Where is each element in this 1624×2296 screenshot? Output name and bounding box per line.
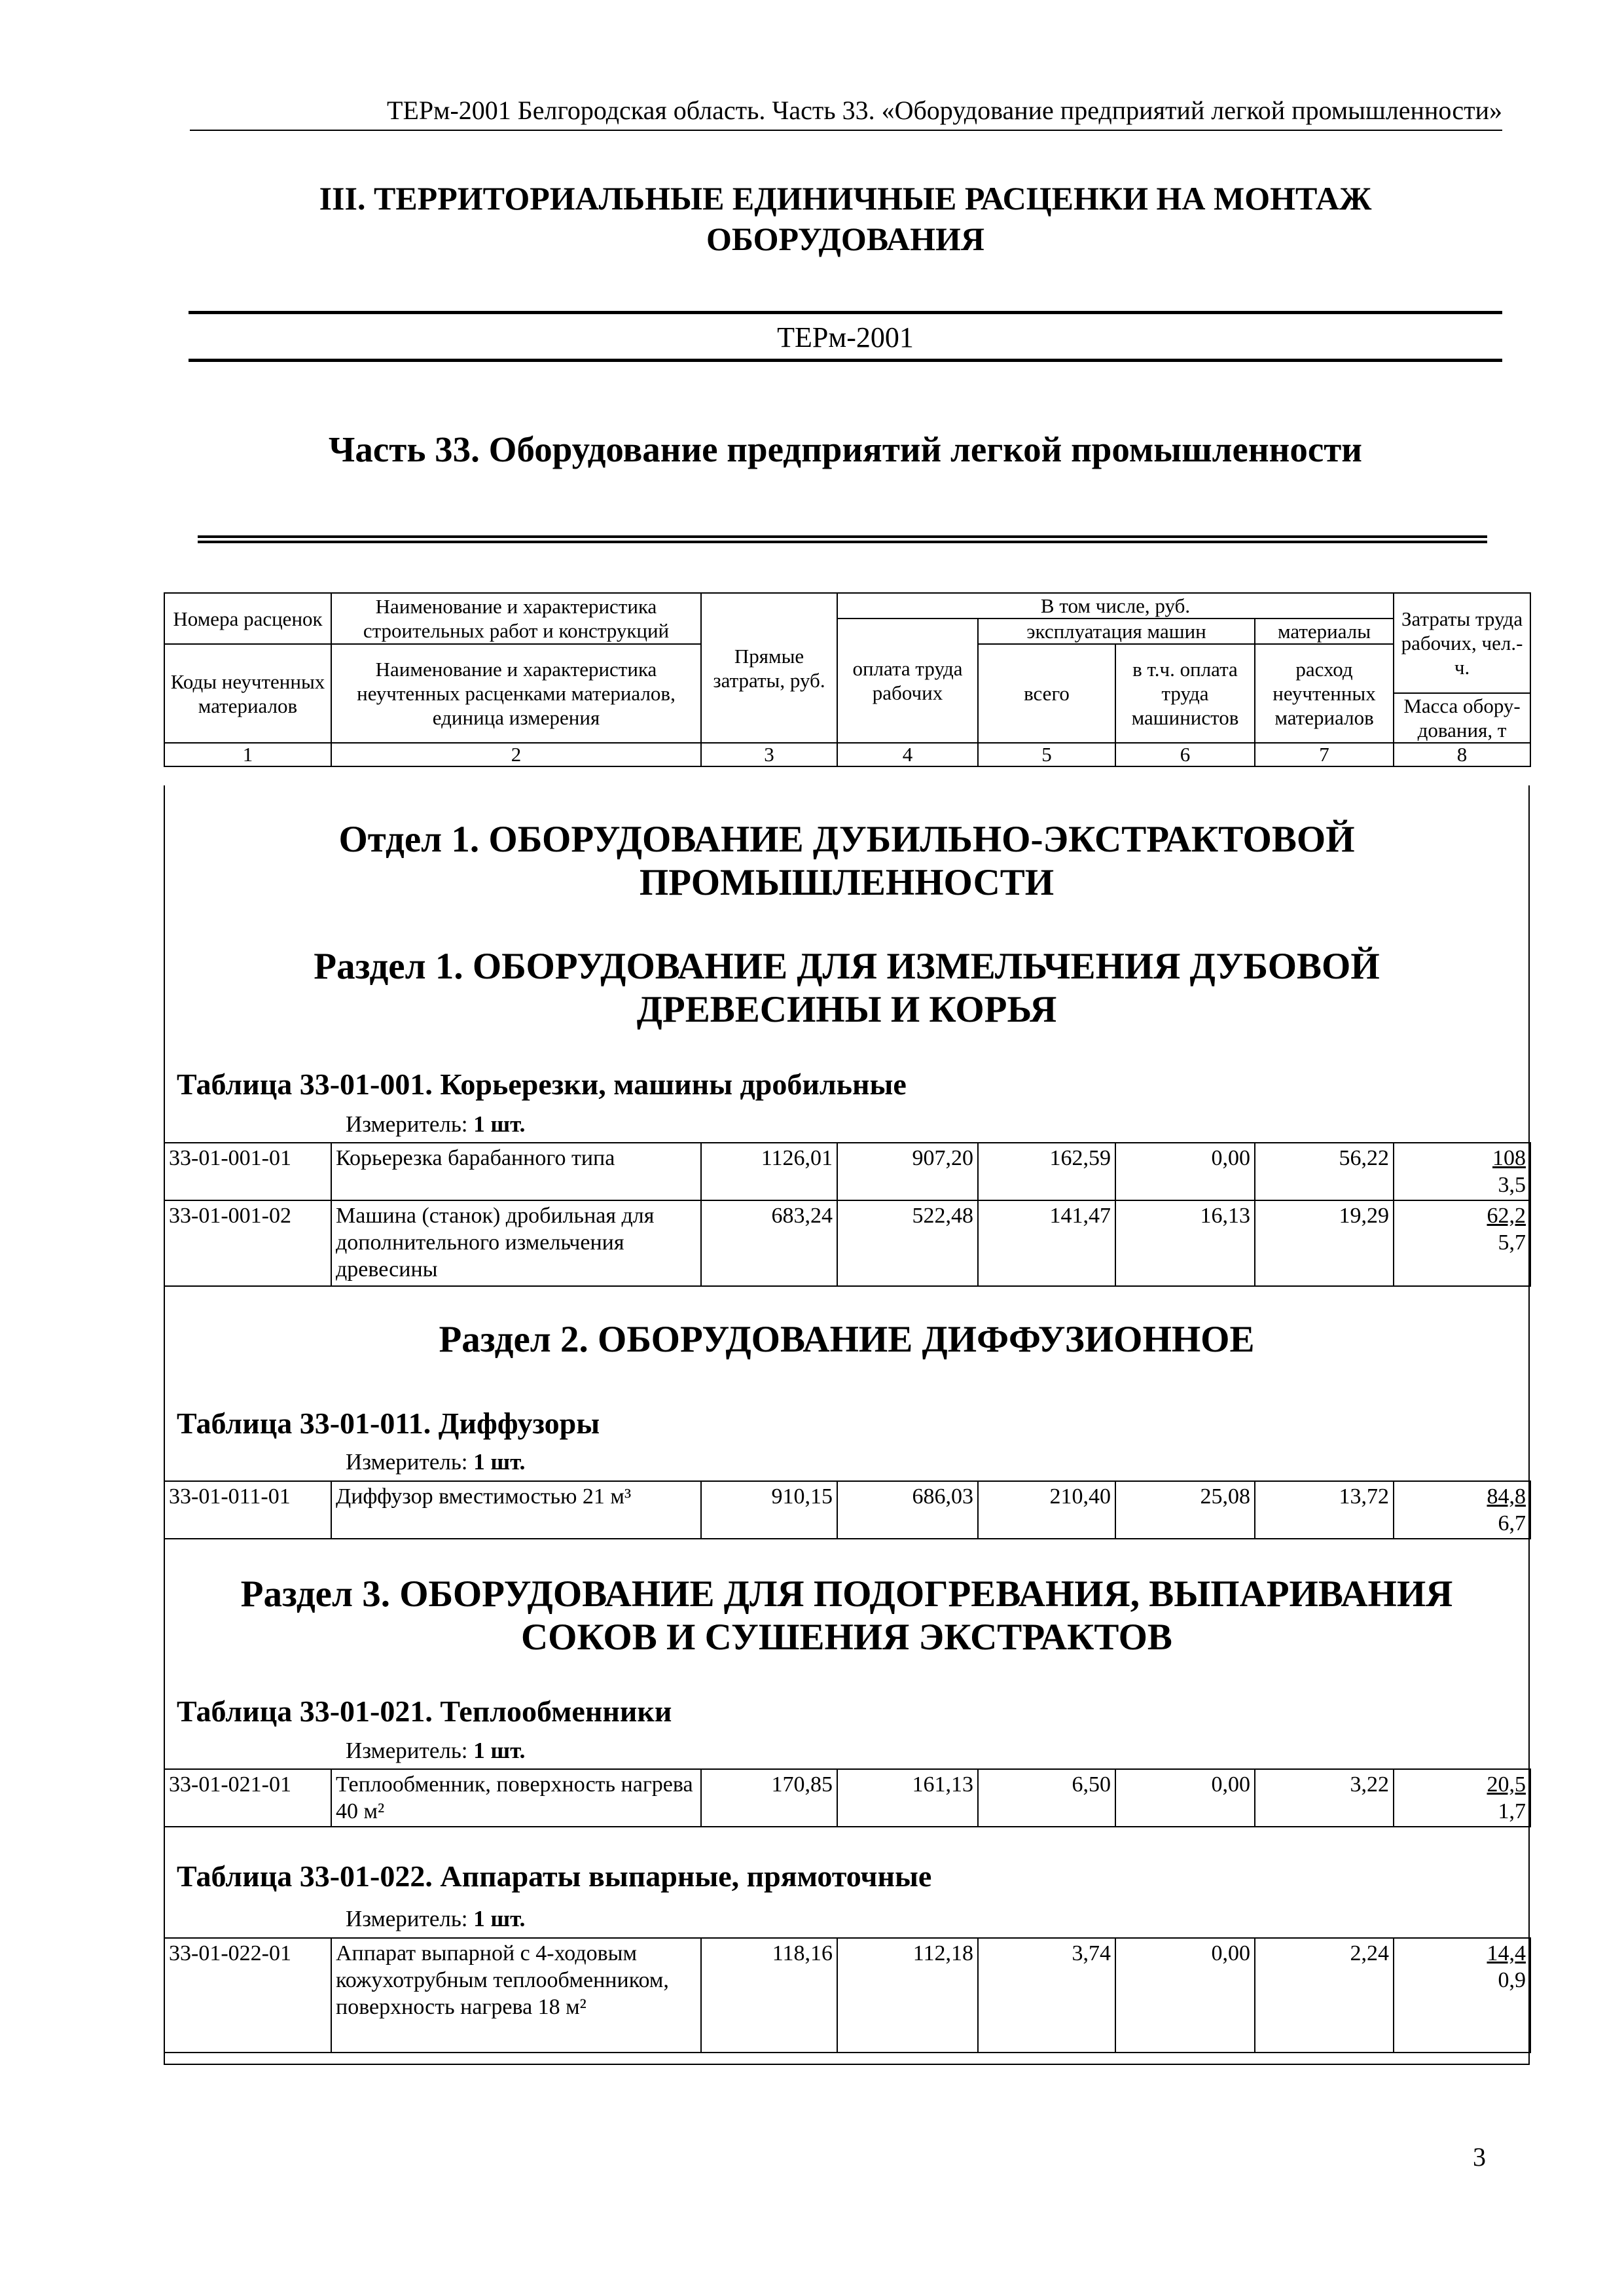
table-title: Таблица 33-01-011. Диффузоры (177, 1407, 600, 1440)
direct-cost: 118,16 (701, 1938, 837, 2053)
equipment-mass: 5,7 (1498, 1230, 1526, 1255)
table-row (164, 1481, 1530, 1539)
table-row (164, 1769, 1530, 1827)
col-number: 7 (1255, 743, 1394, 766)
rate-code: 33-01-022-01 (164, 1938, 331, 2053)
equipment-mass: 6,7 (1498, 1511, 1526, 1535)
rate-code: 33-01-001-02 (164, 1200, 331, 1286)
rate-table (164, 1768, 1531, 1827)
section-heading (164, 945, 1530, 1031)
labor-pay: 112,18 (837, 1938, 978, 2053)
rate-table (164, 1937, 1531, 2053)
table-row (164, 1143, 1530, 1200)
materials-cost: 13,72 (1255, 1481, 1394, 1539)
rate-name: Аппарат выпарной с 4-ходовым кожухотрубным теплообменником, поверхность нагрева 18 м² (331, 1938, 701, 2053)
unit-label: Измеритель: (346, 1111, 468, 1137)
labor-pay: 161,13 (837, 1769, 978, 1827)
equipment-mass: 3,5 (1498, 1173, 1526, 1197)
labor-hours: 108 (1492, 1146, 1526, 1170)
unit-label: Измеритель: (346, 1906, 468, 1931)
part-rule-1 (198, 535, 1487, 538)
rate-table (164, 1142, 1531, 1287)
col-number: 4 (837, 743, 978, 766)
equipment-mass: 0,9 (1498, 1968, 1526, 1992)
mass-header: Масса обору-дования, т (1394, 693, 1530, 743)
unit-label: Измеритель: (346, 1738, 468, 1763)
col-number: 3 (701, 743, 837, 766)
running-head: ТЕРм-2001 Белгородская область. Часть 33. «Оборудование предприятий легкой промышленности» (387, 96, 1502, 125)
section-heading-line1: Раздел 3. ОБОРУДОВАНИЕ ДЛЯ ПОДОГРЕВАНИЯ, ВЫПАРИВАНИЯ (240, 1573, 1453, 1615)
table-title: Таблица 33-01-022. Аппараты выпарные, прямоточные (177, 1859, 932, 1893)
column-header-table (164, 592, 1531, 767)
col-number: 6 (1115, 743, 1255, 766)
operators-pay-header: в т.ч. оплата труда машинистов (1115, 644, 1255, 743)
header-rule (190, 130, 1502, 131)
section-heading: Раздел 2. ОБОРУДОВАНИЕ ДИФФУЗИОННОЕ (439, 1319, 1255, 1360)
page-number: 3 (1473, 2142, 1486, 2172)
materials-cost: 19,29 (1255, 1200, 1394, 1286)
direct-cost: 170,85 (701, 1769, 837, 1827)
table-row (164, 1938, 1530, 2053)
col-number: 1 (164, 743, 331, 766)
table-title: Таблица 33-01-001. Корьерезки, машины дробильные (177, 1067, 907, 1101)
table-row (164, 1200, 1530, 1286)
equipment-mass: 1,7 (1498, 1799, 1526, 1823)
col-number: 5 (978, 743, 1115, 766)
col2-top-header: Наименование и характеристика строительных работ и конструкций (331, 593, 701, 644)
unit-value: 1 шт. (473, 1738, 526, 1763)
labor-and-mass (1394, 1143, 1530, 1200)
labor-and-mass (1394, 1769, 1530, 1827)
col1-bottom-header: Коды неучтенных материалов (164, 644, 331, 743)
labor-and-mass (1394, 1481, 1530, 1539)
machines-cost: 141,47 (978, 1200, 1115, 1286)
col-number: 8 (1394, 743, 1530, 766)
unit-line (346, 1111, 525, 1138)
machines-total-header: всего (978, 644, 1115, 743)
labor-hours: 14,4 (1487, 1941, 1526, 1965)
operators-pay: 25,08 (1115, 1481, 1255, 1539)
section-heading (164, 1573, 1530, 1659)
code-rule-top (189, 311, 1502, 314)
labor-pay: 907,20 (837, 1143, 978, 1200)
direct-cost: 683,24 (701, 1200, 837, 1286)
main-title-line1: III. ТЕРРИТОРИАЛЬНЫЕ ЕДИНИЧНЫЕ РАСЦЕНКИ НА МОНТАЖ (319, 180, 1372, 217)
operators-pay: 16,13 (1115, 1200, 1255, 1286)
rate-table (164, 1480, 1531, 1539)
materials-cost: 3,22 (1255, 1769, 1394, 1827)
table-title: Таблица 33-01-021. Теплообменники (177, 1695, 672, 1728)
section-heading-line1: Раздел 1. ОБОРУДОВАНИЕ ДЛЯ ИЗМЕЛЬЧЕНИЯ ДУБОВОЙ (314, 946, 1380, 987)
main-title (189, 178, 1502, 259)
unit-value: 1 шт. (473, 1449, 526, 1475)
machines-cost: 210,40 (978, 1481, 1115, 1539)
rate-name: Машина (станок) дробильная для дополнительного измельчения древесины (331, 1200, 701, 1286)
rate-code: 33-01-011-01 (164, 1481, 331, 1539)
labor-hours: 20,5 (1487, 1772, 1526, 1797)
col-number: 2 (331, 743, 701, 766)
department-heading (164, 818, 1530, 905)
direct-cost: 1126,01 (701, 1143, 837, 1200)
main-title-line2: ОБОРУДОВАНИЯ (706, 221, 984, 257)
col2-bottom-header: Наименование и характеристика неучтенных расценками материалов, единица измерения (331, 644, 701, 743)
labor-and-mass (1394, 1200, 1530, 1286)
department-heading-line1: Отдел 1. ОБОРУДОВАНИЕ ДУБИЛЬНО-ЭКСТРАКТОВОЙ (338, 819, 1355, 860)
part-title: Часть 33. Оборудование предприятий легкой промышленности (329, 429, 1362, 469)
section-heading-line2: СОКОВ И СУШЕНИЯ ЭКСТРАКТОВ (521, 1617, 1172, 1658)
materials-cost: 2,24 (1255, 1938, 1394, 2053)
rate-name: Теплообменник, поверхность нагрева 40 м² (331, 1769, 701, 1827)
unit-line (346, 1906, 525, 1932)
unit-label: Измеритель: (346, 1449, 468, 1475)
col3-header: Прямые затраты, руб. (701, 593, 837, 743)
unit-value: 1 шт. (473, 1111, 526, 1137)
rate-code: 33-01-021-01 (164, 1769, 331, 1827)
labor-pay-header: оплата труда рабочих (837, 619, 978, 743)
unit-value: 1 шт. (473, 1906, 526, 1931)
operators-pay: 0,00 (1115, 1938, 1255, 2053)
rate-name: Диффузор вместимостью 21 м³ (331, 1481, 701, 1539)
labor-hours: 62,2 (1487, 1204, 1526, 1228)
labor-pay: 686,03 (837, 1481, 978, 1539)
unit-line (346, 1738, 525, 1764)
code-rule-bottom (189, 359, 1502, 362)
machines-cost: 162,59 (978, 1143, 1115, 1200)
unit-line (346, 1449, 525, 1475)
materials-header: материалы (1255, 619, 1394, 644)
part-rule-2 (198, 541, 1487, 543)
rate-code: 33-01-001-01 (164, 1143, 331, 1200)
materials-cost: 56,22 (1255, 1143, 1394, 1200)
col1-top-header: Номера расценок (164, 593, 331, 644)
included-header: В том числе, руб. (837, 593, 1394, 619)
labor-and-mass (1394, 1938, 1530, 2053)
operators-pay: 0,00 (1115, 1769, 1255, 1827)
section-heading-line2: ДРЕВЕСИНЫ И КОРЬЯ (636, 989, 1057, 1030)
labor-pay: 522,48 (837, 1200, 978, 1286)
unaccounted-materials-header: расход неучтенных материалов (1255, 644, 1394, 743)
rate-name: Корьерезка барабанного типа (331, 1143, 701, 1200)
direct-cost: 910,15 (701, 1481, 837, 1539)
department-heading-line2: ПРОМЫШЛЕННОСТИ (639, 862, 1055, 903)
labor-hours: 84,8 (1487, 1484, 1526, 1509)
labor-cost-header: Затраты труда рабочих, чел.-ч. (1394, 593, 1530, 693)
machines-header: эксплуатация машин (978, 619, 1255, 644)
machines-cost: 6,50 (978, 1769, 1115, 1827)
machines-cost: 3,74 (978, 1938, 1115, 2053)
code-title: ТЕРм-2001 (777, 321, 914, 353)
operators-pay: 0,00 (1115, 1143, 1255, 1200)
